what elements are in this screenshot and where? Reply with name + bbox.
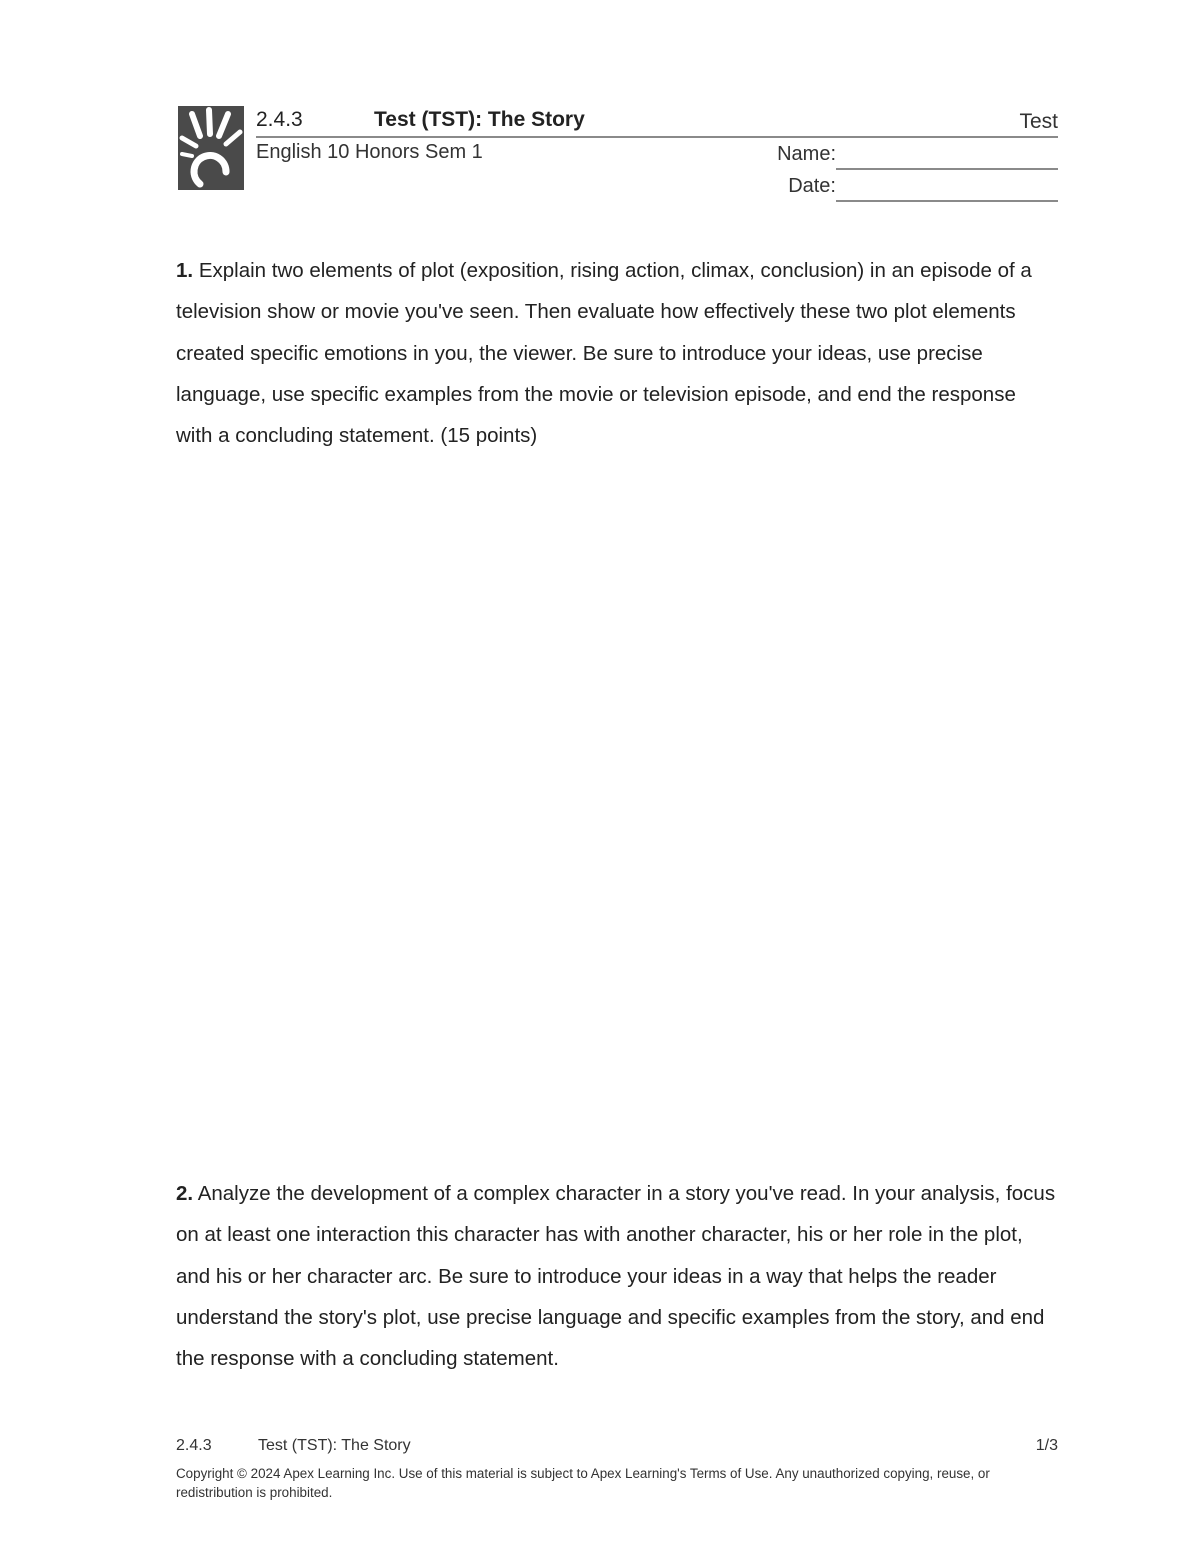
question-text: Analyze the development of a complex character in a story you've read. In your analysis, focus on at least one interaction this character has with another character, his or her role in the plot, and his or her character arc. Be sure to introduce your ideas in a way that helps the reader understand the story's plot, use precise language and specific examples from the story, and end the response with a concluding statement. [176,1182,1056,1371]
date-field[interactable] [836,200,1058,202]
question-2 [176,1173,1056,1379]
lesson-code: 2.4.3 [256,108,303,131]
question-number: 2. [176,1182,194,1205]
header-rule [256,136,1058,138]
question-text: Explain two elements of plot (exposition, rising action, climax, conclusion) in an episode of a television show or movie you've seen. Then evaluate how effectively these two plot elements created specific emotions in you, the viewer. Be sure to introduce your ideas, use precise language, use specific examples from the movie or television episode, and end the response with a concluding statement. (15 points) [176,259,1032,448]
question-number: 1. [176,259,194,282]
answer-area-1[interactable] [176,470,1056,1160]
copyright-notice: Copyright © 2024 Apex Learning Inc. Use of this material is subject to Apex Learning's Terms of Use. Any unauthorized copying, reuse, or redistribution is prohibited. [176,1466,990,1500]
date-label: Date: [788,175,836,197]
course-name: English 10 Honors Sem 1 [256,141,483,163]
question-1 [176,250,1056,456]
apex-logo-icon [178,106,244,190]
footer-lesson-code: 2.4.3 [176,1437,212,1454]
footer-lesson-title: Test (TST): The Story [258,1437,411,1454]
name-label: Name: [777,143,836,165]
document-type: Test [1019,110,1058,133]
lesson-title: Test (TST): The Story [374,108,585,131]
page-number: 1/3 [1035,1437,1058,1454]
name-field[interactable] [836,168,1058,170]
